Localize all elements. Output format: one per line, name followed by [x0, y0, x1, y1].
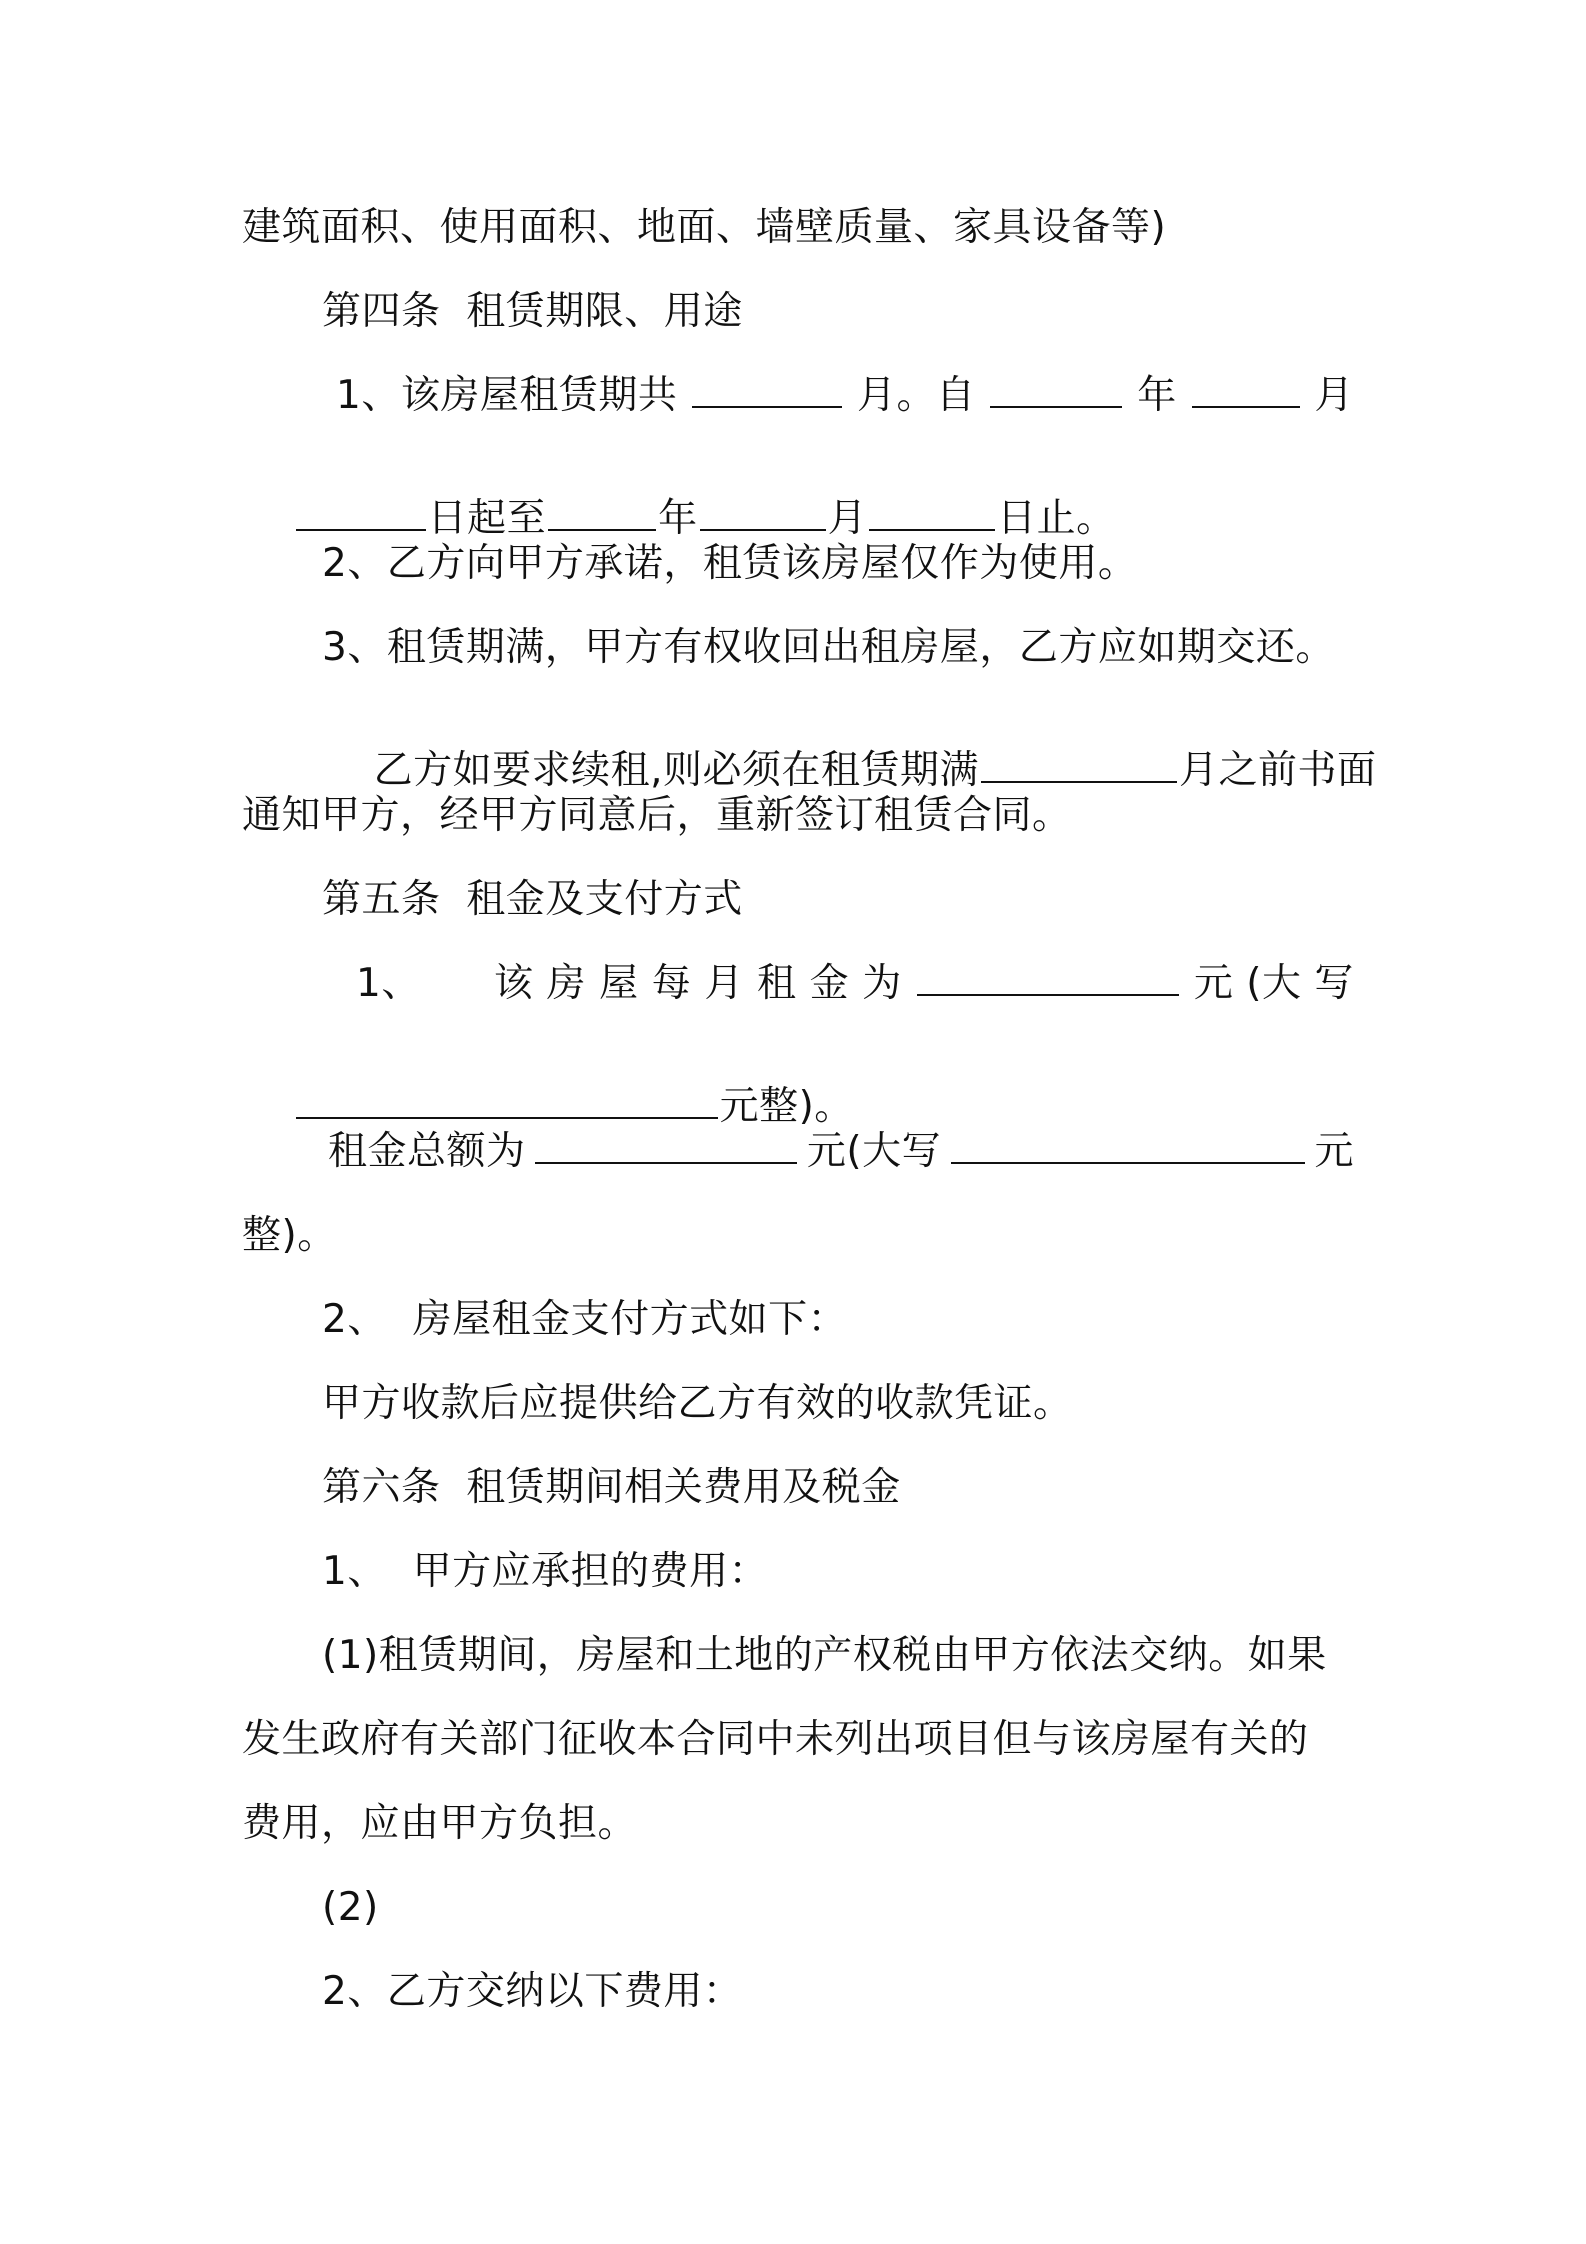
fill-in-blank[interactable] — [548, 499, 656, 531]
text-fragment: 月 — [1314, 373, 1354, 418]
text-fragment: 租 — [756, 961, 797, 1006]
text-line: 甲方收款后应提供给乙方有效的收款凭证。 — [322, 1381, 1073, 1426]
text-fragment: 元整)。 — [719, 1084, 854, 1129]
fill-in-blank[interactable] — [981, 751, 1177, 783]
text-fragment: 屋 — [599, 961, 639, 1006]
section-heading-article-4: 第四条 租赁期限、用途 — [322, 289, 743, 334]
text-fragment: 该 — [493, 961, 534, 1006]
text-fragment: 月 — [704, 961, 744, 1006]
text-fragment: 金 — [809, 961, 850, 1006]
text-fragment: 月之前书面 — [1179, 748, 1377, 793]
section-heading-article-5: 第五条 租金及支付方式 — [322, 877, 743, 922]
fill-in-blank[interactable] — [535, 1132, 797, 1164]
text-fragment: 每 — [651, 961, 692, 1006]
text-fragment: 元 (大 写 — [1193, 961, 1354, 1006]
text-fragment: 元 — [1314, 1129, 1354, 1174]
text-line: (1)租赁期间，房屋和土地的产权税由甲方依法交纳。如果 — [322, 1633, 1327, 1678]
text-fragment: 年 — [658, 496, 698, 541]
text-fragment: 1、 — [356, 961, 421, 1006]
text-line: 发生政府有关部门征收本合同中未列出项目但与该房屋有关的 — [242, 1717, 1309, 1762]
fill-in-blank[interactable] — [700, 499, 826, 531]
text-fragment: 乙方如要求续租,则必须在租赁期满 — [373, 748, 979, 793]
text-line — [356, 961, 1354, 1006]
text-fragment: 月。自 — [857, 373, 976, 418]
fill-in-blank[interactable] — [296, 499, 426, 531]
text-line — [328, 1129, 1354, 1174]
fill-in-blank[interactable] — [1192, 376, 1300, 408]
text-line: (2) — [322, 1885, 379, 1930]
text-line — [336, 373, 1354, 418]
fill-in-blank[interactable] — [951, 1132, 1305, 1164]
text-line: 3、租赁期满，甲方有权收回出租房屋，乙方应如期交还。 — [322, 625, 1335, 670]
text-fragment: 元(大写 — [806, 1129, 942, 1174]
text-fragment: 租金总额为 — [328, 1129, 526, 1174]
text-fragment: 房 — [546, 961, 587, 1006]
text-line: 1、 甲方应承担的费用： — [322, 1549, 769, 1594]
text-fragment: 年 — [1137, 373, 1177, 418]
text-line: 建筑面积、使用面积、地面、墙壁质量、家具设备等) — [242, 205, 1167, 250]
fill-in-blank[interactable] — [990, 376, 1122, 408]
text-fragment: 月 — [827, 496, 868, 541]
text-line: 通知甲方，经甲方同意后，重新签订租赁合同。 — [242, 793, 1072, 838]
text-line: 整)。 — [242, 1213, 337, 1258]
text-fragment: 日起至 — [427, 496, 547, 541]
fill-in-blank[interactable] — [917, 964, 1179, 996]
fill-in-blank[interactable] — [692, 376, 842, 408]
fill-in-blank[interactable] — [869, 499, 995, 531]
section-heading-article-6: 第六条 租赁期间相关费用及税金 — [322, 1465, 901, 1510]
text-fragment: 1、该房屋租赁期共 — [336, 373, 678, 418]
fill-in-blank[interactable] — [296, 1087, 718, 1119]
text-line: 2、乙方向甲方承诺，租赁该房屋仅作为使用。 — [322, 541, 1138, 586]
text-line: 2、乙方交纳以下费用： — [322, 1969, 743, 2014]
text-line: 费用，应由甲方负担。 — [242, 1801, 638, 1846]
text-fragment: 日止。 — [997, 496, 1116, 541]
text-line: 2、 房屋租金支付方式如下： — [322, 1297, 848, 1342]
text-fragment: 为 — [862, 961, 902, 1006]
